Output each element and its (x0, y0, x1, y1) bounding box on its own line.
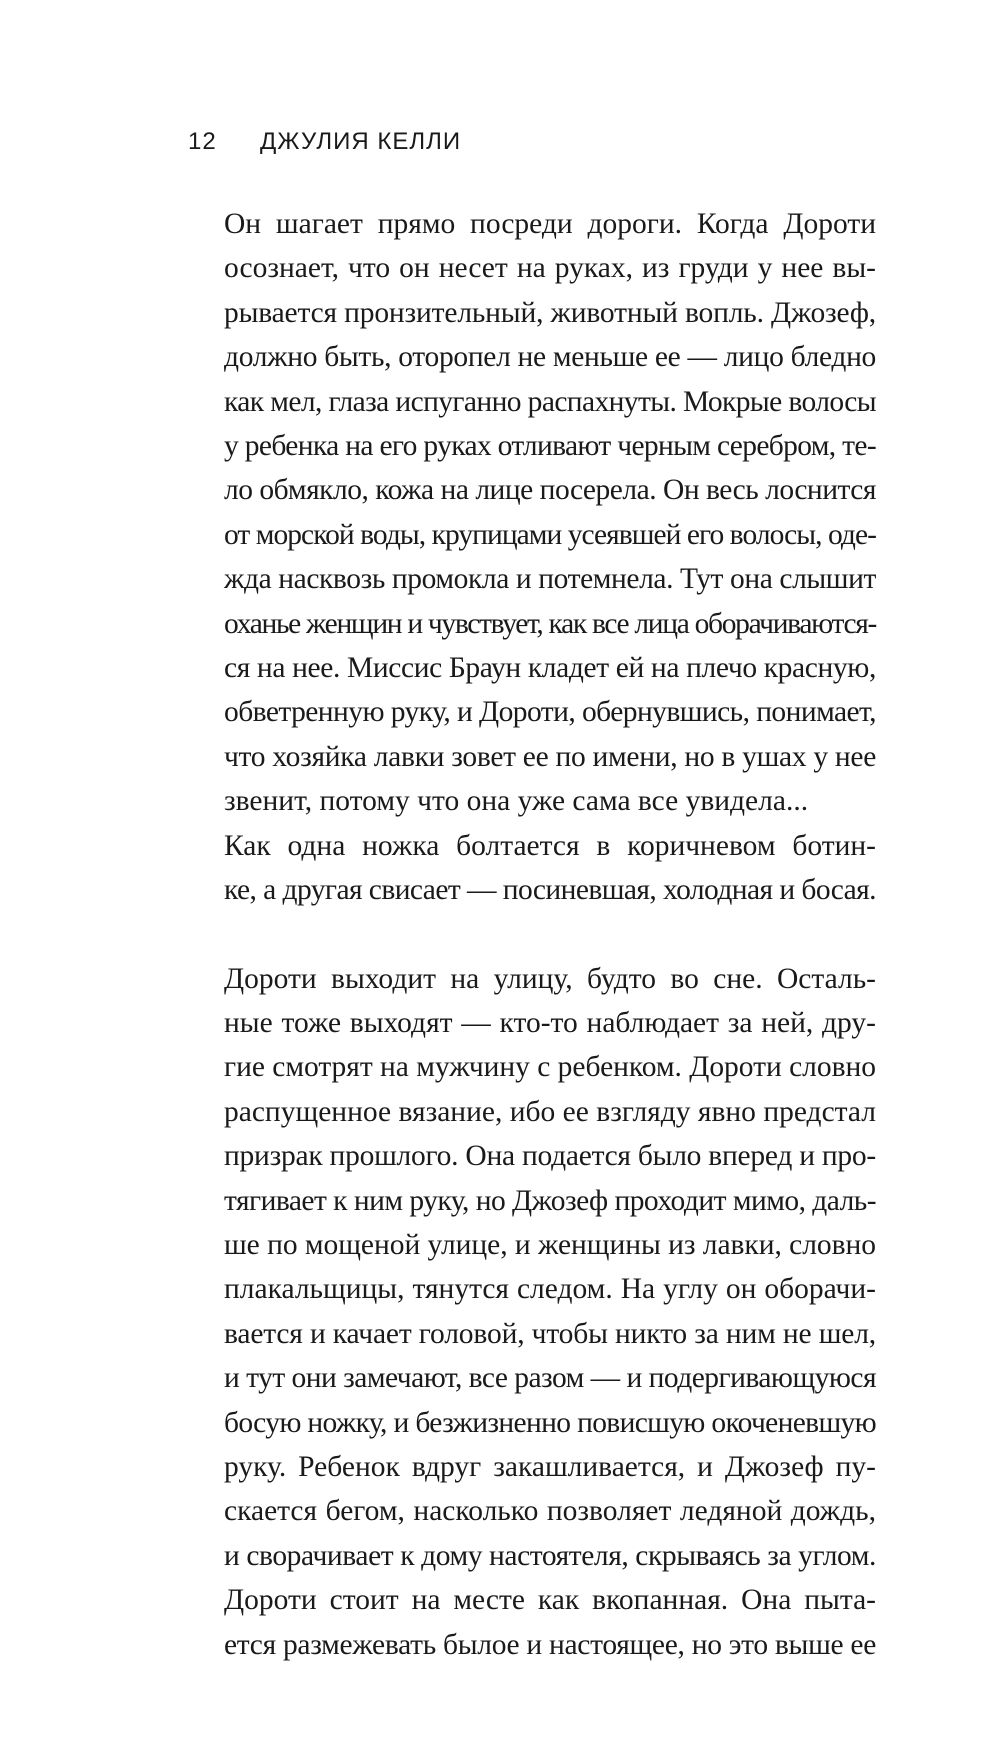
text-line: вается и качает головой, чтобы никто за ним не шел, (224, 1317, 876, 1350)
text-line: ше по мощеной улице, и женщины из лавки, словно (224, 1228, 876, 1261)
paragraph-3 (186, 957, 876, 1579)
text-line: Дороти выходит на улицу, будто во сне. Осталь- (224, 962, 876, 995)
text-line: босую ножку, и безжизненно повисшую окоченевшую (224, 1406, 876, 1439)
body-text (186, 202, 876, 1667)
text-line: как мел, глаза испуганно распахнуты. Мокрые волосы (224, 385, 876, 418)
paragraph-2 (186, 824, 876, 913)
text-line: от морской воды, крупицами усеявшей его волосы, оде- (224, 518, 876, 551)
text-line: осознает, что он несет на руках, из груди у нее вы- (224, 252, 876, 285)
text-line: Дороти стоит на месте как вкопанная. Она пыта- (224, 1584, 876, 1617)
author-name: ДЖУЛИЯ КЕЛЛИ (260, 128, 462, 155)
text-line: ся на нее. Миссис Браун кладет ей на плечо красную, (224, 652, 876, 685)
text-line: жда насквозь промокла и потемнела. Тут она слышит (224, 563, 876, 596)
paragraph-4 (186, 1578, 876, 1667)
text-line: ется размежевать былое и настоящее, но это выше ее (224, 1628, 876, 1661)
text-line: ло обмякло, кожа на лице посерела. Он весь лоснится (224, 474, 876, 507)
text-line: и сворачивает к дому настоятеля, скрываясь за углом. (224, 1539, 876, 1572)
page-number: 12 (188, 128, 217, 155)
text-line: плакальщицы, тянутся следом. На углу он оборачи- (224, 1273, 876, 1306)
text-line: тягивает к ним руку, но Джозеф проходит мимо, даль- (224, 1184, 876, 1217)
text-line: ные тоже выходят — кто-то наблюдает за ней, дру- (224, 1006, 876, 1039)
text-line: гие смотрят на мужчину с ребенком. Дороти словно (224, 1051, 876, 1084)
text-line: оханье женщин и чувствует, как все лица оборачиваются- (224, 607, 876, 640)
running-head (188, 128, 461, 156)
text-line: руку. Ребенок вдруг закашливается, и Джозеф пу- (224, 1450, 876, 1483)
text-line: Как одна ножка болтается в коричневом ботин- (224, 829, 876, 862)
text-line: что хозяйка лавки зовет ее по имени, но в ушах у нее (224, 740, 876, 773)
text-line: призрак прошлого. Она подается было вперед и про- (224, 1140, 876, 1173)
text-line: рывается пронзительный, животный вопль. Джозеф, (224, 296, 876, 329)
text-line: должно быть, оторопел не меньше ее — лицо бледно (224, 341, 876, 374)
text-line: у ребенка на его руках отливают черным серебром, те- (224, 430, 876, 463)
section-break (186, 913, 876, 957)
text-line: и тут они замечают, все разом — и подергивающуюся (224, 1362, 876, 1395)
text-line: Он шагает прямо посреди дороги. Когда Дороти (224, 208, 876, 240)
paragraph-1 (186, 202, 876, 824)
text-line: обветренную руку, и Дороти, обернувшись, понимает, (224, 696, 876, 729)
text-line: звенит, потому что она уже сама все увидела... (224, 785, 809, 818)
text-line: ке, а другая свисает — посиневшая, холодная и босая. (224, 874, 876, 907)
text-line: скается бегом, насколько позволяет ледяной дождь, (224, 1495, 876, 1528)
text-line: распущенное вязание, ибо ее взгляду явно предстал (224, 1095, 876, 1128)
